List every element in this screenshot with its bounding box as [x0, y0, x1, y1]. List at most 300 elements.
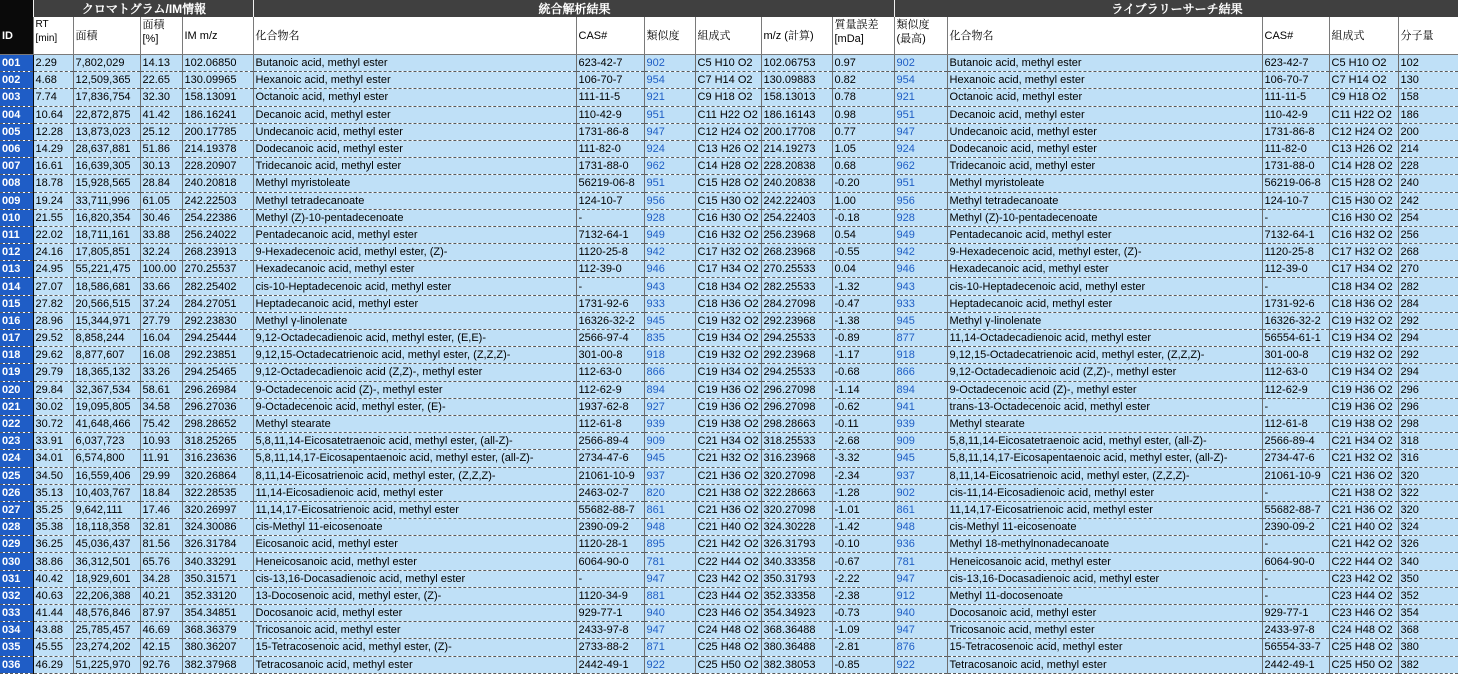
table-row[interactable]: [0, 364, 1458, 381]
cell-area-pct[interactable]: 37.24: [140, 295, 182, 312]
cell-compound[interactable]: Methyl γ-linolenate: [253, 312, 576, 329]
cell-lib-cas[interactable]: 56219-06-8: [1262, 175, 1329, 192]
cell-area[interactable]: 22,206,388: [73, 587, 140, 604]
cell-mass-error[interactable]: 0.77: [832, 123, 894, 140]
cell-lib-cas[interactable]: 111-82-0: [1262, 140, 1329, 157]
cell-im-mz[interactable]: 326.31784: [182, 536, 253, 553]
cell-mw[interactable]: 270: [1398, 261, 1458, 278]
cell-mass-error[interactable]: -0.18: [832, 209, 894, 226]
cell-mz-calc[interactable]: 368.36488: [761, 622, 832, 639]
cell-im-mz[interactable]: 296.26984: [182, 381, 253, 398]
cell-mass-error[interactable]: -2.34: [832, 467, 894, 484]
cell-compound[interactable]: Tetracosanoic acid, methyl ester: [253, 656, 576, 673]
cell-lib-cas[interactable]: 1120-25-8: [1262, 244, 1329, 261]
cell-compound[interactable]: Octanoic acid, methyl ester: [253, 89, 576, 106]
cell-mass-error[interactable]: 1.05: [832, 140, 894, 157]
cell-lib-formula[interactable]: C18 H36 O2: [1329, 295, 1398, 312]
cell-similarity[interactable]: 871: [644, 639, 695, 656]
cell-lib-compound[interactable]: 9,12-Octadecadienoic acid (Z,Z)-, methyl ester: [947, 364, 1262, 381]
cell-id[interactable]: 002: [0, 72, 33, 89]
cell-mw[interactable]: 228: [1398, 158, 1458, 175]
cell-similarity[interactable]: 949: [644, 226, 695, 243]
cell-mass-error[interactable]: -1.38: [832, 312, 894, 329]
cell-lib-compound[interactable]: Decanoic acid, methyl ester: [947, 106, 1262, 123]
cell-formula[interactable]: C23 H42 O2: [695, 570, 761, 587]
cell-id[interactable]: 008: [0, 175, 33, 192]
cell-lib-compound[interactable]: 9-Octadecenoic acid (Z)-, methyl ester: [947, 381, 1262, 398]
cell-mz-calc[interactable]: 268.23968: [761, 244, 832, 261]
table-row[interactable]: [0, 330, 1458, 347]
cell-mz-calc[interactable]: 228.20838: [761, 158, 832, 175]
cell-rt[interactable]: 24.95: [33, 261, 73, 278]
cell-sim-max[interactable]: 877: [894, 330, 947, 347]
cell-similarity[interactable]: 922: [644, 656, 695, 673]
cell-im-mz[interactable]: 214.19378: [182, 140, 253, 157]
cell-lib-formula[interactable]: C17 H34 O2: [1329, 261, 1398, 278]
cell-area-pct[interactable]: 92.76: [140, 656, 182, 673]
cell-compound[interactable]: cis-10-Heptadecenoic acid, methyl ester: [253, 278, 576, 295]
cell-formula[interactable]: C19 H32 O2: [695, 312, 761, 329]
cell-lib-cas[interactable]: 56554-61-1: [1262, 330, 1329, 347]
cell-lib-compound[interactable]: Docosanoic acid, methyl ester: [947, 605, 1262, 622]
cell-mass-error[interactable]: -1.09: [832, 622, 894, 639]
cell-area-pct[interactable]: 42.15: [140, 639, 182, 656]
cell-area[interactable]: 45,036,437: [73, 536, 140, 553]
cell-lib-compound[interactable]: Methyl stearate: [947, 415, 1262, 432]
cell-formula[interactable]: C9 H18 O2: [695, 89, 761, 106]
cell-area-pct[interactable]: 32.24: [140, 244, 182, 261]
cell-compound[interactable]: Methyl tetradecanoate: [253, 192, 576, 209]
cell-similarity[interactable]: 927: [644, 398, 695, 415]
cell-lib-cas[interactable]: 301-00-8: [1262, 347, 1329, 364]
cell-mw[interactable]: 322: [1398, 484, 1458, 501]
cell-mass-error[interactable]: 1.00: [832, 192, 894, 209]
cell-similarity[interactable]: 948: [644, 519, 695, 536]
cell-mass-error[interactable]: -2.38: [832, 587, 894, 604]
cell-lib-formula[interactable]: C21 H36 O2: [1329, 501, 1398, 518]
cell-cas[interactable]: 112-62-9: [576, 381, 644, 398]
cell-lib-compound[interactable]: Hexanoic acid, methyl ester: [947, 72, 1262, 89]
cell-mw[interactable]: 320: [1398, 467, 1458, 484]
cell-im-mz[interactable]: 102.06850: [182, 55, 253, 72]
table-row[interactable]: [0, 605, 1458, 622]
cell-lib-compound[interactable]: Tricosanoic acid, methyl ester: [947, 622, 1262, 639]
cell-im-mz[interactable]: 294.25465: [182, 364, 253, 381]
cell-lib-formula[interactable]: C16 H30 O2: [1329, 209, 1398, 226]
table-row[interactable]: [0, 89, 1458, 106]
cell-mw[interactable]: 296: [1398, 398, 1458, 415]
cell-mass-error[interactable]: -1.32: [832, 278, 894, 295]
cell-formula[interactable]: C21 H40 O2: [695, 519, 761, 536]
cell-im-mz[interactable]: 270.25537: [182, 261, 253, 278]
cell-sim-max[interactable]: 949: [894, 226, 947, 243]
cell-mz-calc[interactable]: 352.33358: [761, 587, 832, 604]
cell-lib-formula[interactable]: C21 H38 O2: [1329, 484, 1398, 501]
cell-mass-error[interactable]: -1.01: [832, 501, 894, 518]
cell-sim-max[interactable]: 781: [894, 553, 947, 570]
cell-lib-compound[interactable]: Hexadecanoic acid, methyl ester: [947, 261, 1262, 278]
cell-area[interactable]: 15,344,971: [73, 312, 140, 329]
cell-id[interactable]: 030: [0, 553, 33, 570]
cell-id[interactable]: 033: [0, 605, 33, 622]
cell-id[interactable]: 021: [0, 398, 33, 415]
cell-formula[interactable]: C21 H34 O2: [695, 433, 761, 450]
cell-area-pct[interactable]: 27.79: [140, 312, 182, 329]
cell-compound[interactable]: 5,8,11,14,17-Eicosapentaenoic acid, methyl ester, (all-Z)-: [253, 450, 576, 467]
cell-cas[interactable]: 1120-28-1: [576, 536, 644, 553]
cell-cas[interactable]: -: [576, 209, 644, 226]
cell-sim-max[interactable]: 902: [894, 55, 947, 72]
cell-lib-cas[interactable]: -: [1262, 484, 1329, 501]
cell-formula[interactable]: C21 H36 O2: [695, 501, 761, 518]
cell-lib-compound[interactable]: Pentadecanoic acid, methyl ester: [947, 226, 1262, 243]
cell-area[interactable]: 7,802,029: [73, 55, 140, 72]
cell-compound[interactable]: Decanoic acid, methyl ester: [253, 106, 576, 123]
cell-lib-formula[interactable]: C22 H44 O2: [1329, 553, 1398, 570]
cell-mw[interactable]: 380: [1398, 639, 1458, 656]
cell-similarity[interactable]: 866: [644, 364, 695, 381]
cell-mw[interactable]: 324: [1398, 519, 1458, 536]
cell-area-pct[interactable]: 25.12: [140, 123, 182, 140]
cell-lib-compound[interactable]: cis-Methyl 11-eicosenoate: [947, 519, 1262, 536]
cell-id[interactable]: 015: [0, 295, 33, 312]
cell-formula[interactable]: C11 H22 O2: [695, 106, 761, 123]
cell-area[interactable]: 17,805,851: [73, 244, 140, 261]
cell-rt[interactable]: 19.24: [33, 192, 73, 209]
cell-mass-error[interactable]: -2.68: [832, 433, 894, 450]
cell-compound[interactable]: Eicosanoic acid, methyl ester: [253, 536, 576, 553]
cell-formula[interactable]: C12 H24 O2: [695, 123, 761, 140]
table-row[interactable]: [0, 433, 1458, 450]
cell-mw[interactable]: 200: [1398, 123, 1458, 140]
table-row[interactable]: [0, 415, 1458, 432]
cell-rt[interactable]: 16.61: [33, 158, 73, 175]
cell-mw[interactable]: 294: [1398, 330, 1458, 347]
cell-rt[interactable]: 40.63: [33, 587, 73, 604]
cell-lib-formula[interactable]: C21 H32 O2: [1329, 450, 1398, 467]
cell-area-pct[interactable]: 16.08: [140, 347, 182, 364]
cell-area-pct[interactable]: 75.42: [140, 415, 182, 432]
cell-similarity[interactable]: 928: [644, 209, 695, 226]
cell-im-mz[interactable]: 296.27036: [182, 398, 253, 415]
cell-sim-max[interactable]: 954: [894, 72, 947, 89]
col-lib-cas[interactable]: CAS#: [1262, 17, 1329, 55]
cell-area[interactable]: 13,873,023: [73, 123, 140, 140]
cell-mass-error[interactable]: -0.85: [832, 656, 894, 673]
cell-im-mz[interactable]: 350.31571: [182, 570, 253, 587]
cell-similarity[interactable]: 942: [644, 244, 695, 261]
cell-cas[interactable]: 2390-09-2: [576, 519, 644, 536]
cell-id[interactable]: 027: [0, 501, 33, 518]
cell-lib-cas[interactable]: 2734-47-6: [1262, 450, 1329, 467]
col-lib-compound[interactable]: 化合物名: [947, 17, 1262, 55]
cell-lib-compound[interactable]: Methyl γ-linolenate: [947, 312, 1262, 329]
cell-mass-error[interactable]: -1.14: [832, 381, 894, 398]
cell-lib-formula[interactable]: C23 H44 O2: [1329, 587, 1398, 604]
cell-lib-formula[interactable]: C7 H14 O2: [1329, 72, 1398, 89]
cell-formula[interactable]: C13 H26 O2: [695, 140, 761, 157]
cell-area-pct[interactable]: 40.21: [140, 587, 182, 604]
cell-mz-calc[interactable]: 284.27098: [761, 295, 832, 312]
cell-similarity[interactable]: 946: [644, 261, 695, 278]
cell-mw[interactable]: 292: [1398, 312, 1458, 329]
cell-area[interactable]: 6,037,723: [73, 433, 140, 450]
cell-similarity[interactable]: 962: [644, 158, 695, 175]
cell-id[interactable]: 032: [0, 587, 33, 604]
cell-sim-max[interactable]: 933: [894, 295, 947, 312]
cell-formula[interactable]: C18 H36 O2: [695, 295, 761, 312]
cell-compound[interactable]: cis-13,16-Docasadienoic acid, methyl ester: [253, 570, 576, 587]
cell-im-mz[interactable]: 318.25265: [182, 433, 253, 450]
cell-rt[interactable]: 29.79: [33, 364, 73, 381]
cell-lib-cas[interactable]: 55682-88-7: [1262, 501, 1329, 518]
cell-cas[interactable]: 301-00-8: [576, 347, 644, 364]
cell-rt[interactable]: 29.52: [33, 330, 73, 347]
cell-im-mz[interactable]: 294.25444: [182, 330, 253, 347]
cell-lib-cas[interactable]: 112-39-0: [1262, 261, 1329, 278]
table-row[interactable]: [0, 450, 1458, 467]
cell-similarity[interactable]: 861: [644, 501, 695, 518]
cell-similarity[interactable]: 954: [644, 72, 695, 89]
cell-sim-max[interactable]: 941: [894, 398, 947, 415]
cell-similarity[interactable]: 945: [644, 312, 695, 329]
col-im-mz[interactable]: IM m/z: [182, 17, 253, 55]
cell-cas[interactable]: 111-82-0: [576, 140, 644, 157]
cell-id[interactable]: 026: [0, 484, 33, 501]
cell-sim-max[interactable]: 940: [894, 605, 947, 622]
cell-id[interactable]: 009: [0, 192, 33, 209]
cell-compound[interactable]: 9,12-Octadecadienoic acid (Z,Z)-, methyl ester: [253, 364, 576, 381]
cell-rt[interactable]: 24.16: [33, 244, 73, 261]
col-mw[interactable]: 分子量: [1398, 17, 1458, 55]
cell-mw[interactable]: 352: [1398, 587, 1458, 604]
cell-similarity[interactable]: 947: [644, 570, 695, 587]
table-row[interactable]: [0, 295, 1458, 312]
cell-formula[interactable]: C21 H38 O2: [695, 484, 761, 501]
cell-area-pct[interactable]: 29.99: [140, 467, 182, 484]
cell-mass-error[interactable]: -0.20: [832, 175, 894, 192]
cell-mz-calc[interactable]: 350.31793: [761, 570, 832, 587]
cell-cas[interactable]: 6064-90-0: [576, 553, 644, 570]
cell-cas[interactable]: 623-42-7: [576, 55, 644, 72]
cell-lib-compound[interactable]: 11,14-Octadecadienoic acid, methyl ester: [947, 330, 1262, 347]
cell-mw[interactable]: 240: [1398, 175, 1458, 192]
cell-mz-calc[interactable]: 340.33358: [761, 553, 832, 570]
cell-cas[interactable]: 112-63-0: [576, 364, 644, 381]
cell-formula[interactable]: C17 H34 O2: [695, 261, 761, 278]
cell-cas[interactable]: 2733-88-2: [576, 639, 644, 656]
cell-sim-max[interactable]: 939: [894, 415, 947, 432]
cell-lib-cas[interactable]: -: [1262, 278, 1329, 295]
cell-area[interactable]: 17,836,754: [73, 89, 140, 106]
cell-id[interactable]: 017: [0, 330, 33, 347]
cell-similarity[interactable]: 947: [644, 123, 695, 140]
cell-im-mz[interactable]: 354.34851: [182, 605, 253, 622]
cell-rt[interactable]: 35.25: [33, 501, 73, 518]
cell-compound[interactable]: 15-Tetracosenoic acid, methyl ester, (Z)-: [253, 639, 576, 656]
cell-id[interactable]: 025: [0, 467, 33, 484]
cell-mw[interactable]: 294: [1398, 364, 1458, 381]
cell-sim-max[interactable]: 951: [894, 175, 947, 192]
cell-im-mz[interactable]: 368.36379: [182, 622, 253, 639]
cell-lib-cas[interactable]: 112-61-8: [1262, 415, 1329, 432]
cell-mz-calc[interactable]: 292.23968: [761, 312, 832, 329]
cell-mz-calc[interactable]: 294.25533: [761, 364, 832, 381]
cell-cas[interactable]: 2566-97-4: [576, 330, 644, 347]
col-cas[interactable]: CAS#: [576, 17, 644, 55]
cell-lib-cas[interactable]: -: [1262, 587, 1329, 604]
cell-mass-error[interactable]: -1.17: [832, 347, 894, 364]
cell-lib-compound[interactable]: Tetracosanoic acid, methyl ester: [947, 656, 1262, 673]
cell-formula[interactable]: C14 H28 O2: [695, 158, 761, 175]
cell-area[interactable]: 51,225,970: [73, 656, 140, 673]
cell-area-pct[interactable]: 46.69: [140, 622, 182, 639]
cell-formula[interactable]: C7 H14 O2: [695, 72, 761, 89]
cell-mw[interactable]: 256: [1398, 226, 1458, 243]
cell-compound[interactable]: 9,12-Octadecadienoic acid, methyl ester, (E,E)-: [253, 330, 576, 347]
cell-rt[interactable]: 4.68: [33, 72, 73, 89]
cell-mw[interactable]: 340: [1398, 553, 1458, 570]
col-lib-formula[interactable]: 組成式: [1329, 17, 1398, 55]
cell-lib-formula[interactable]: C19 H34 O2: [1329, 330, 1398, 347]
cell-formula[interactable]: C19 H34 O2: [695, 330, 761, 347]
cell-id[interactable]: 034: [0, 622, 33, 639]
cell-cas[interactable]: 16326-32-2: [576, 312, 644, 329]
cell-id[interactable]: 018: [0, 347, 33, 364]
cell-rt[interactable]: 27.82: [33, 295, 73, 312]
cell-id[interactable]: 020: [0, 381, 33, 398]
cell-im-mz[interactable]: 320.26864: [182, 467, 253, 484]
cell-rt[interactable]: 46.29: [33, 656, 73, 673]
cell-similarity[interactable]: 902: [644, 55, 695, 72]
table-row[interactable]: [0, 209, 1458, 226]
cell-lib-cas[interactable]: 112-63-0: [1262, 364, 1329, 381]
cell-lib-formula[interactable]: C13 H26 O2: [1329, 140, 1398, 157]
col-id[interactable]: ID: [0, 17, 33, 55]
cell-id[interactable]: 019: [0, 364, 33, 381]
table-row[interactable]: [0, 347, 1458, 364]
cell-lib-cas[interactable]: 6064-90-0: [1262, 553, 1329, 570]
cell-cas[interactable]: 1120-25-8: [576, 244, 644, 261]
cell-mz-calc[interactable]: 282.25533: [761, 278, 832, 295]
cell-sim-max[interactable]: 951: [894, 106, 947, 123]
cell-area[interactable]: 41,648,466: [73, 415, 140, 432]
cell-area[interactable]: 18,118,358: [73, 519, 140, 536]
cell-sim-max[interactable]: 894: [894, 381, 947, 398]
cell-formula[interactable]: C25 H48 O2: [695, 639, 761, 656]
col-sim-max[interactable]: 類似度 (最高): [894, 17, 947, 55]
cell-cas[interactable]: 112-39-0: [576, 261, 644, 278]
cell-lib-formula[interactable]: C21 H42 O2: [1329, 536, 1398, 553]
cell-sim-max[interactable]: 924: [894, 140, 947, 157]
cell-mz-calc[interactable]: 382.38053: [761, 656, 832, 673]
cell-formula[interactable]: C19 H32 O2: [695, 347, 761, 364]
cell-area[interactable]: 12,509,365: [73, 72, 140, 89]
cell-formula[interactable]: C15 H30 O2: [695, 192, 761, 209]
cell-cas[interactable]: 55682-88-7: [576, 501, 644, 518]
cell-rt[interactable]: 27.07: [33, 278, 73, 295]
table-row[interactable]: [0, 158, 1458, 175]
cell-rt[interactable]: 38.86: [33, 553, 73, 570]
table-row[interactable]: [0, 501, 1458, 518]
cell-lib-formula[interactable]: C9 H18 O2: [1329, 89, 1398, 106]
cell-rt[interactable]: 22.02: [33, 226, 73, 243]
table-row[interactable]: [0, 278, 1458, 295]
cell-cas[interactable]: 1731-88-0: [576, 158, 644, 175]
cell-formula[interactable]: C19 H36 O2: [695, 398, 761, 415]
table-row[interactable]: [0, 226, 1458, 243]
cell-cas[interactable]: 110-42-9: [576, 106, 644, 123]
cell-lib-compound[interactable]: Methyl 18-methylnonadecanoate: [947, 536, 1262, 553]
cell-mz-calc[interactable]: 318.25533: [761, 433, 832, 450]
cell-rt[interactable]: 35.38: [33, 519, 73, 536]
cell-formula[interactable]: C16 H30 O2: [695, 209, 761, 226]
cell-im-mz[interactable]: 322.28535: [182, 484, 253, 501]
cell-lib-formula[interactable]: C19 H32 O2: [1329, 347, 1398, 364]
cell-similarity[interactable]: 881: [644, 587, 695, 604]
cell-area[interactable]: 9,642,111: [73, 501, 140, 518]
cell-lib-formula[interactable]: C19 H32 O2: [1329, 312, 1398, 329]
cell-similarity[interactable]: 956: [644, 192, 695, 209]
cell-lib-compound[interactable]: Tridecanoic acid, methyl ester: [947, 158, 1262, 175]
cell-id[interactable]: 011: [0, 226, 33, 243]
cell-lib-formula[interactable]: C21 H34 O2: [1329, 433, 1398, 450]
cell-lib-cas[interactable]: 112-62-9: [1262, 381, 1329, 398]
cell-lib-cas[interactable]: 16326-32-2: [1262, 312, 1329, 329]
cell-id[interactable]: 014: [0, 278, 33, 295]
cell-lib-compound[interactable]: 8,11,14-Eicosatrienoic acid, methyl ester, (Z,Z,Z)-: [947, 467, 1262, 484]
cell-lib-cas[interactable]: -: [1262, 209, 1329, 226]
cell-compound[interactable]: 13-Docosenoic acid, methyl ester, (Z)-: [253, 587, 576, 604]
cell-mz-calc[interactable]: 298.28663: [761, 415, 832, 432]
cell-id[interactable]: 007: [0, 158, 33, 175]
cell-lib-formula[interactable]: C5 H10 O2: [1329, 55, 1398, 72]
cell-sim-max[interactable]: 942: [894, 244, 947, 261]
cell-rt[interactable]: 29.84: [33, 381, 73, 398]
cell-mw[interactable]: 158: [1398, 89, 1458, 106]
cell-formula[interactable]: C16 H32 O2: [695, 226, 761, 243]
cell-area-pct[interactable]: 32.81: [140, 519, 182, 536]
cell-id[interactable]: 012: [0, 244, 33, 261]
cell-cas[interactable]: -: [576, 278, 644, 295]
cell-cas[interactable]: 112-61-8: [576, 415, 644, 432]
cell-im-mz[interactable]: 340.33291: [182, 553, 253, 570]
cell-mass-error[interactable]: -0.68: [832, 364, 894, 381]
cell-similarity[interactable]: 921: [644, 89, 695, 106]
table-row[interactable]: [0, 140, 1458, 157]
cell-id[interactable]: 006: [0, 140, 33, 157]
col-rt[interactable]: RT [min]: [33, 17, 73, 55]
cell-cas[interactable]: 2734-47-6: [576, 450, 644, 467]
cell-rt[interactable]: 12.28: [33, 123, 73, 140]
cell-compound[interactable]: 9,12,15-Octadecatrienoic acid, methyl ester, (Z,Z,Z)-: [253, 347, 576, 364]
cell-mass-error[interactable]: 0.97: [832, 55, 894, 72]
cell-area[interactable]: 18,711,161: [73, 226, 140, 243]
cell-lib-formula[interactable]: C21 H36 O2: [1329, 467, 1398, 484]
cell-rt[interactable]: 45.55: [33, 639, 73, 656]
cell-mz-calc[interactable]: 296.27098: [761, 381, 832, 398]
cell-mass-error[interactable]: -2.22: [832, 570, 894, 587]
table-row[interactable]: [0, 484, 1458, 501]
cell-lib-compound[interactable]: 11,14,17-Eicosatrienoic acid, methyl ester: [947, 501, 1262, 518]
cell-mw[interactable]: 214: [1398, 140, 1458, 157]
col-formula[interactable]: 組成式: [695, 17, 761, 55]
cell-mz-calc[interactable]: 316.23968: [761, 450, 832, 467]
cell-formula[interactable]: C19 H36 O2: [695, 381, 761, 398]
cell-mw[interactable]: 130: [1398, 72, 1458, 89]
cell-similarity[interactable]: 951: [644, 106, 695, 123]
cell-lib-compound[interactable]: Butanoic acid, methyl ester: [947, 55, 1262, 72]
